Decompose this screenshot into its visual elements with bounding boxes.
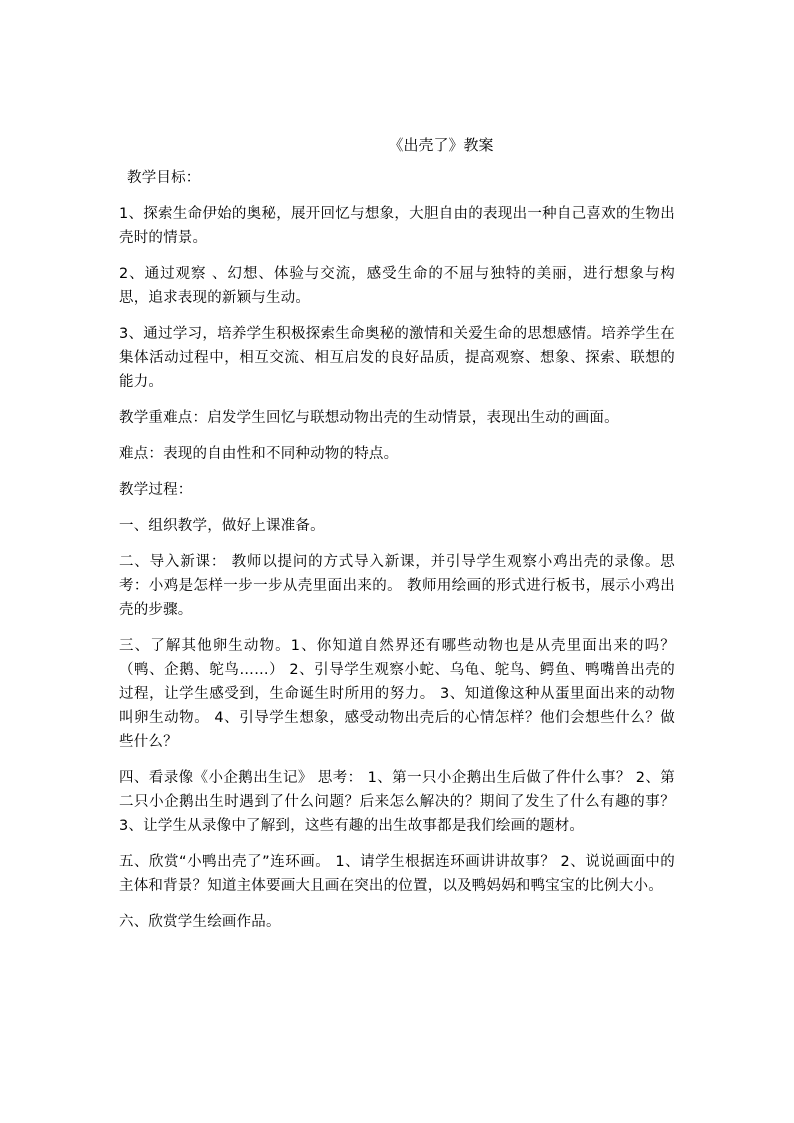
objective-paragraph-1: 1、探索生命伊始的奥秘，展开回忆与想象，大胆自由的表现出一种自己喜欢的生物出壳时的情景。 [119, 206, 675, 246]
process-step-5: 五、欣赏“小鸭出壳了”连环画。 1、请学生根据连环画讲讲故事？ 2、说说画面中的主体和背景？知道主体要画大且画在突出的位置，以及鸭妈妈和鸭宝宝的比例大小。 [119, 854, 675, 894]
process-step-1: 一、组织教学，做好上课准备。 [119, 518, 325, 534]
section-heading-objectives: 教学目标： [127, 170, 201, 186]
document-body [119, 134, 675, 946]
objective-paragraph-3: 3、通过学习，培养学生积极探索生命奥秘的激情和关爱生命的思想感情。培养学生在集体活动过程中，相互交流、相互启发的良好品质，提高观察、想象、探索、联想的能力。 [119, 326, 675, 390]
difficulty-paragraph: 难点：表现的自由性和不同种动物的特点。 [119, 446, 399, 462]
process-step-2: 二、导入新课： 教师以提问的方式导入新课，并引导学生观察小鸡出壳的录像。思考：小鸡是怎样一步一步从壳里面出来的。 教师用绘画的形式进行板书，展示小鸡出壳的步骤。 [119, 554, 675, 618]
objective-paragraph-2: 2、通过观察 、幻想、体验与交流，感受生命的不屈与独特的美丽，进行想象与构思，追求表现的新颖与生动。 [119, 266, 675, 306]
key-difficulty-paragraph: 教学重难点：启发学生回忆与联想动物出壳的生动情景，表现出生动的画面。 [119, 410, 619, 426]
document-title: 《出壳了》教案 [388, 136, 494, 154]
section-heading-process: 教学过程： [119, 482, 193, 498]
process-step-4: 四、看录像《小企鹅出生记》 思考： 1、第一只小企鹅出生后做了件什么事？ 2、第二只小企鹅出生时遇到了什么问题？后来怎么解决的？期间了发生了什么有趣的事？ 3、让学生从录像中了解到，这些有趣的出生故事都是我们绘画的题材。 [119, 770, 675, 834]
process-step-6: 六、欣赏学生绘画作品。 [119, 914, 281, 930]
process-step-3: 三、了解其他卵生动物。1、你知道自然界还有哪些动物也是从壳里面出来的吗？（鸭、企鹅、鸵鸟……） 2、引导学生观察小蛇、乌龟、鸵鸟、鳄鱼、鸭嘴兽出壳的过程，让学生感受到，生命诞生时所用的努力。 3、知道像这种从蛋里面出来的动物叫卵生动物。 4、引导学生想象，感受动物出壳后的心情怎样？他们会想些什么？做些什么？ [119, 638, 675, 750]
